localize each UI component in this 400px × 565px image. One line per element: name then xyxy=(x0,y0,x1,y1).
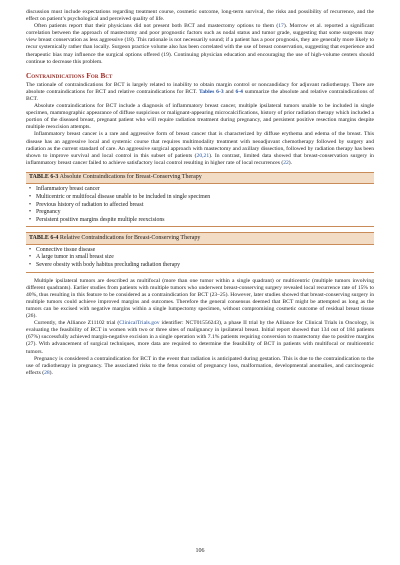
bullet-icon: • xyxy=(29,262,32,269)
paragraph-2 xyxy=(26,23,374,66)
paragraph-8-text: Pregnancy is considered a contraindication for BCT in the event that radiation is anticipated during gestation. This is due to the contraindication to the use of radiotherapy in pregnancy. The associated risks to the fetus consist of pregnancy loss, malformation, developmental anomalies, and carcinogenic effects ( xyxy=(26,355,374,376)
citation-link[interactable]: 20,21 xyxy=(196,152,210,159)
paragraph-5-text-mid: ). In contrast, limited data showed that breast-conservation surgery in inflammatory breast cancer failed to achieve satisfactory local control resulting in higher rate of local recurrences ( xyxy=(26,152,374,166)
list-item-text: Severe obesity with body habitus precluding radiation therapy xyxy=(36,262,181,269)
list-item xyxy=(26,194,374,202)
list-item-text: Previous history of radiation to affected breast xyxy=(36,201,144,208)
bullet-icon: • xyxy=(29,186,32,193)
table-body xyxy=(26,184,374,227)
list-item xyxy=(26,247,374,255)
bullet-icon: • xyxy=(29,193,32,200)
section-heading: Contraindications For Bct xyxy=(26,71,113,80)
bullet-icon: • xyxy=(29,201,32,208)
paragraph-8-end: ). xyxy=(49,369,53,376)
table-title xyxy=(26,232,374,245)
paragraph-7-text: Currently, the Alliance Z11102 trial ( xyxy=(34,320,120,327)
table-label: TABLE 6-3 xyxy=(29,174,59,181)
paragraph-3-end: summarize the absolute and relative contraindications of BCT. xyxy=(26,88,375,102)
list-item xyxy=(26,186,374,194)
paragraph-5-end: ). xyxy=(288,159,293,166)
list-item-text: Multicentric or multifocal disease unable to be included in single specimen xyxy=(36,193,211,200)
list-item-text: Inflammatory breast cancer xyxy=(36,186,100,193)
list-item xyxy=(26,209,374,217)
table-6-4 xyxy=(26,232,374,272)
table-6-3 xyxy=(26,172,374,227)
table-ref-6-4[interactable]: 6-4 xyxy=(235,88,243,95)
list-item xyxy=(26,217,374,225)
citation-link[interactable]: 17 xyxy=(278,23,284,30)
table-caption: Relative Contraindications for Breast-Conserving Therapy xyxy=(58,234,201,241)
paragraph-3-text: The rationale of contraindications for BCT is largely related to inability to obtain margin control or noncandidacy for adjuvant radiotherapy. There are absolute contraindications for BCT and relative contraindications for BCT. xyxy=(26,81,374,95)
list-item-text: A large tumor in small breast size xyxy=(36,254,114,261)
bullet-icon: • xyxy=(29,246,32,253)
list-item xyxy=(26,202,374,210)
paragraph-4: Absolute contraindications for BCT include a diagnosis of inflammatory breast cancer, multiple ipsilateral tumors unable to be included in single specimen, mammographic appearance of diffuse suspicious or malignant-appearing microcalcifications, history of prior radiation therapy which included a portion of the diseased breast, pregnant patient who will require radiation treatment during pregnancy, and persistent positive resection margins despite multiple reexcision attempts. xyxy=(26,103,374,131)
clinicaltrials-link[interactable]: ClinicalTrials.gov xyxy=(119,320,160,327)
paragraph-3-and: and xyxy=(223,88,236,95)
paragraph-8 xyxy=(26,356,374,377)
table-ref-6-3[interactable]: Tables 6-3 xyxy=(198,88,224,95)
paragraph-2-text-rest: ). Morrow et al. reported a significant correlation between the approach of mastectomy and poor prognostic factors such as nodal status and tumor grade, suggesting that some surgeons may view breast conservation as less aggressive (18). This rationale is not necessarily sound; if a patient has a poor prognosis, they are generally more likely to recur systemically rather than locally. Surgeon practice volume also has been correlated with the use of breast conservation, suggesting that experience and therapeutic bias may influence the surgical options offered (19). Continuing physician education and encouraging the use of high-volume centers should continue to decrease this problem. xyxy=(26,23,374,65)
paragraph-2-text: Often patients report that their physicians did not present both BCT and mastectomy options to them ( xyxy=(34,23,279,30)
list-item-text: Persistent positive margins despite multiple reexcisions xyxy=(36,216,165,223)
list-item xyxy=(26,254,374,262)
paragraph-1: discussion must include expectations regarding treatment course, cosmetic outcome, long-term survival, the risks and possibility of recurrence, and the effect on patient’s psychological and perceived quality of life. xyxy=(26,9,374,23)
table-body xyxy=(26,245,374,273)
bullet-icon: • xyxy=(29,254,32,261)
citation-link[interactable]: 22 xyxy=(283,159,289,166)
paragraph-7-text-rest: identifier: NCT01556243), a phase II trial by the Alliance for Clinical Trials in Oncology, is evaluating the feasibility of BCT in women with two or three sites of malignancy in ipsilateral breast. Initial report showed that 134 out of 184 patients (67%) successfully achieved margin-negative excision in a single operation with 7.1% patients requiring conversion to mastectomy due to positive margins (27). With advancement of surgical techniques, more data are required to determine the feasibility of BCT in patients with multifocal or multicentric tumors. xyxy=(26,320,374,355)
bullet-icon: • xyxy=(29,209,32,216)
table-label: TABLE 6-4 xyxy=(29,234,59,241)
paragraph-6: Multiple ipsilateral tumors are described as multifocal (more than one tumor within a single quadrant) or multicentric (multiple tumors involving different quadrants). Earlier studies from patients with multiple tumors who underwent breast-conserving surgery revealed local recurrence rate of 15% to 40%, thus resulting in this feature to be considered as a contraindication for BCT (23–25). However, later studies showed that breast-conserving surgery in multiple tumors could achieve improved margins and outcomes. Therefore the general consensus deemed that BCT might be attempted as long as the tumors can be excised with negative margins within a single lumpectomy specimen, without compromising cosmetic outcome of residual breast tissue (26). xyxy=(26,277,374,320)
list-item-text: Connective tissue disease xyxy=(36,246,96,253)
table-title xyxy=(26,172,374,185)
list-item xyxy=(26,262,374,270)
table-caption: Absolute Contraindications for Breast-Conserving Therapy xyxy=(58,174,202,181)
paragraph-5-text: Inflammatory breast cancer is a rare and aggressive form of breast cancer that is characterized by diffuse erythema and edema of the breast. This disease has an aggressive local and systemic course that requires multimodality treatment with neoadjuvant chemotherapy followed by surgery and radiation as the current standard of care. An aggressive surgical approach with mastectomy and axillary dissection, followed by radiation therapy has been shown to improve survival and local control in this subset of patients ( xyxy=(26,131,374,159)
citation-link[interactable]: 28 xyxy=(44,369,50,376)
list-item-text: Pregnancy xyxy=(36,209,61,216)
paragraph-5 xyxy=(26,131,374,166)
paragraph-3 xyxy=(26,82,374,103)
paragraph-7 xyxy=(26,320,374,355)
page-number: 106 xyxy=(195,548,205,554)
page-content xyxy=(26,9,374,377)
bullet-icon: • xyxy=(29,216,32,223)
